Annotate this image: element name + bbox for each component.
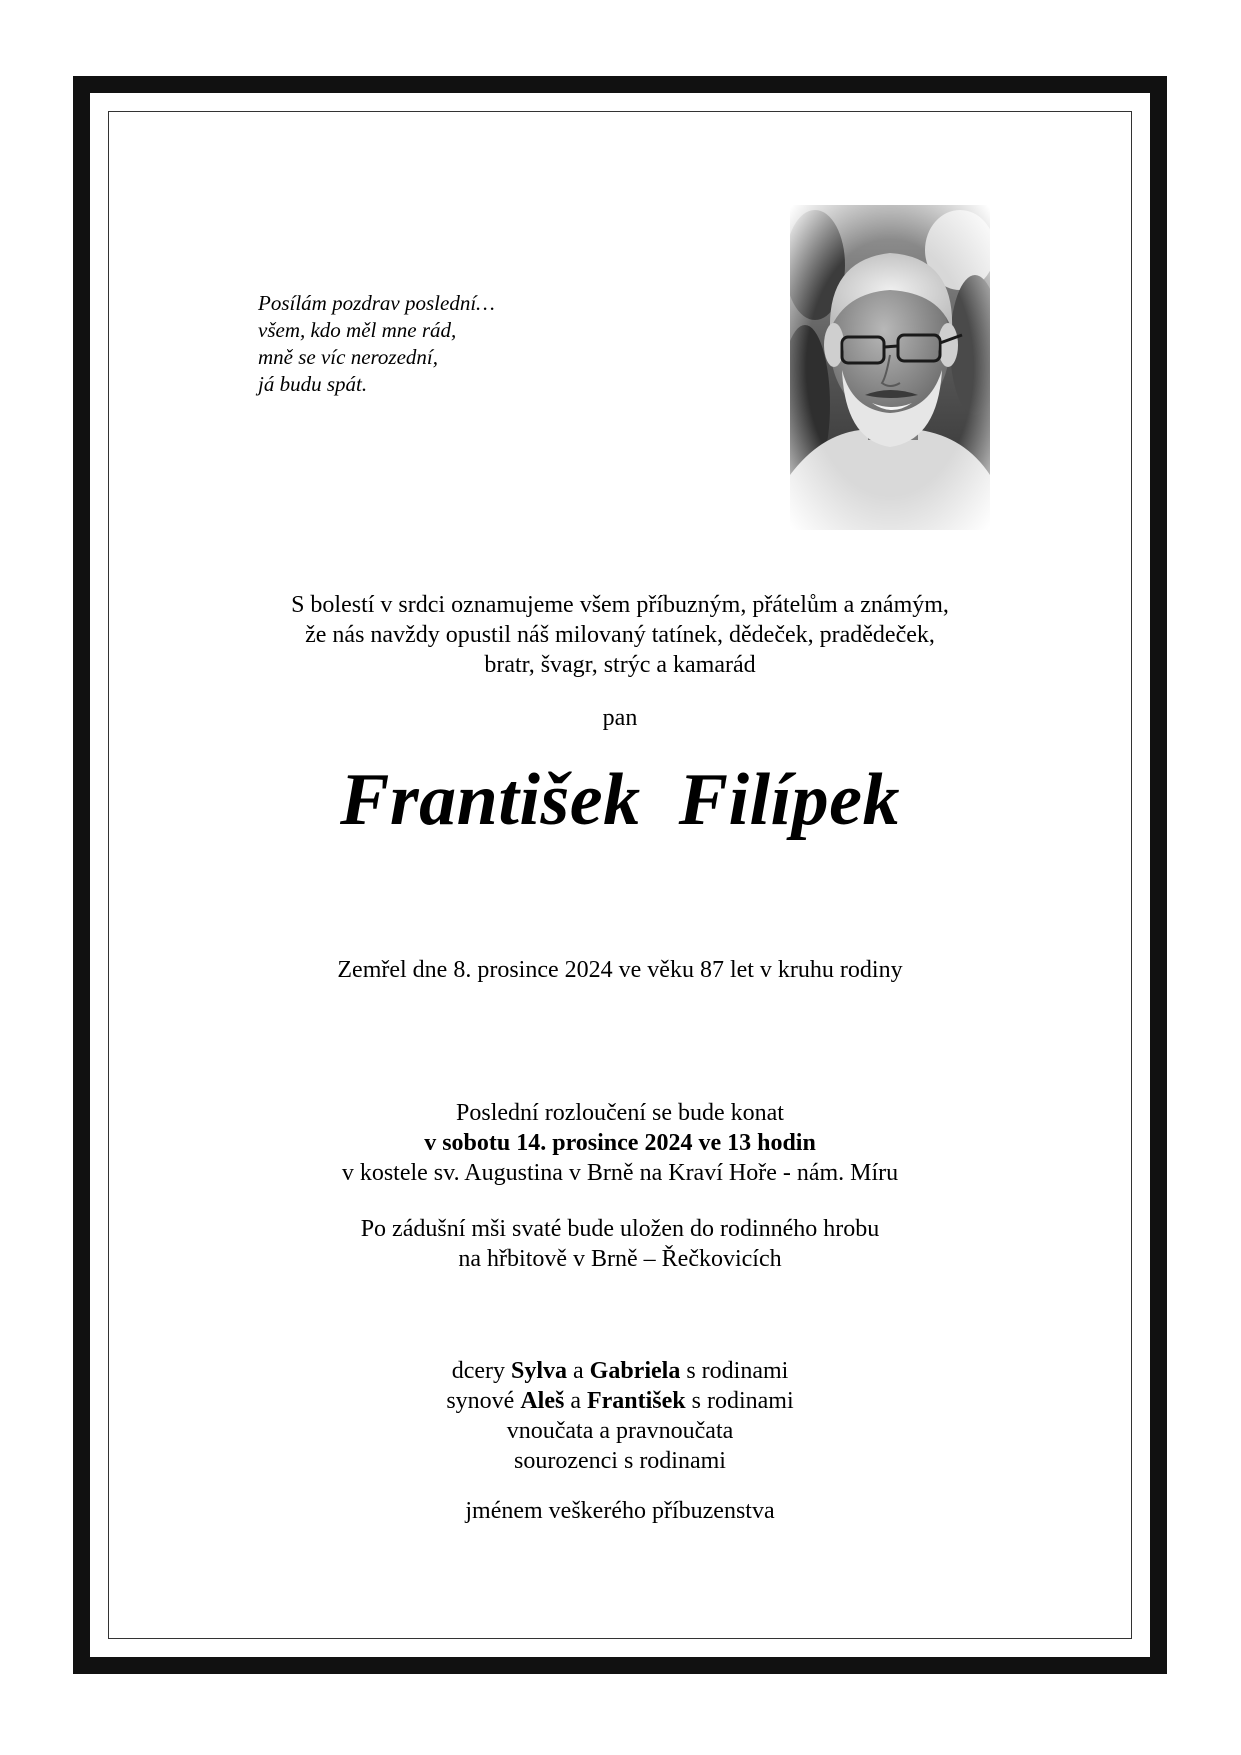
announcement [108,590,1132,680]
poem [258,290,578,398]
farewell-intro: Poslední rozloučení se bude konat [456,1100,784,1126]
announcement-line: S bolestí v srdci oznamujeme všem příbuzným, přátelům a známým, [291,592,949,618]
announcement-line: že nás navždy opustil náš milovaný tatínek, dědeček, pradědeček, [305,622,935,648]
poem-line: všem, kdo měl mne rád, [258,318,457,342]
death-notice: Zemřel dne 8. prosince 2024 ve věku 87 let v kruhu rodiny [337,957,903,983]
poem-line: Posílám pozdrav poslední… [258,291,495,315]
mourners-grandchildren: vnoučata a pravnoučata [506,1418,734,1444]
mourners-list [108,1356,1132,1476]
burial-info [108,1214,1132,1274]
mourners-daughters: dcery Sylva a Gabriela s rodinami [451,1358,789,1384]
mourners-siblings: sourozenci s rodinami [514,1448,726,1474]
deceased-last-name: Filípek [678,759,900,841]
deceased-name [108,755,1132,845]
mourners-sons: synové Aleš a František s rodinami [446,1388,794,1414]
burial-line: Po zádušní mši svaté bude uložen do rodinného hrobu [360,1216,880,1242]
farewell-place: v kostele sv. Augustina v Brně na Kraví Hoře - nám. Míru [341,1160,899,1186]
portrait-photo [790,205,990,530]
announcement-line: bratr, švagr, strýc a kamarád [484,652,756,678]
poem-line: já budu spát. [258,372,368,396]
farewell-info [108,1098,1132,1188]
deceased-first-name: František [340,759,641,841]
signoff: jménem veškerého příbuzenstva [465,1498,775,1524]
title-word: pan [602,705,638,731]
burial-line: na hřbitově v Brně – Řečkovicích [458,1246,782,1272]
farewell-datetime: v sobotu 14. prosince 2024 ve 13 hodin [424,1130,816,1156]
poem-line: mně se víc nerozední, [258,345,438,369]
